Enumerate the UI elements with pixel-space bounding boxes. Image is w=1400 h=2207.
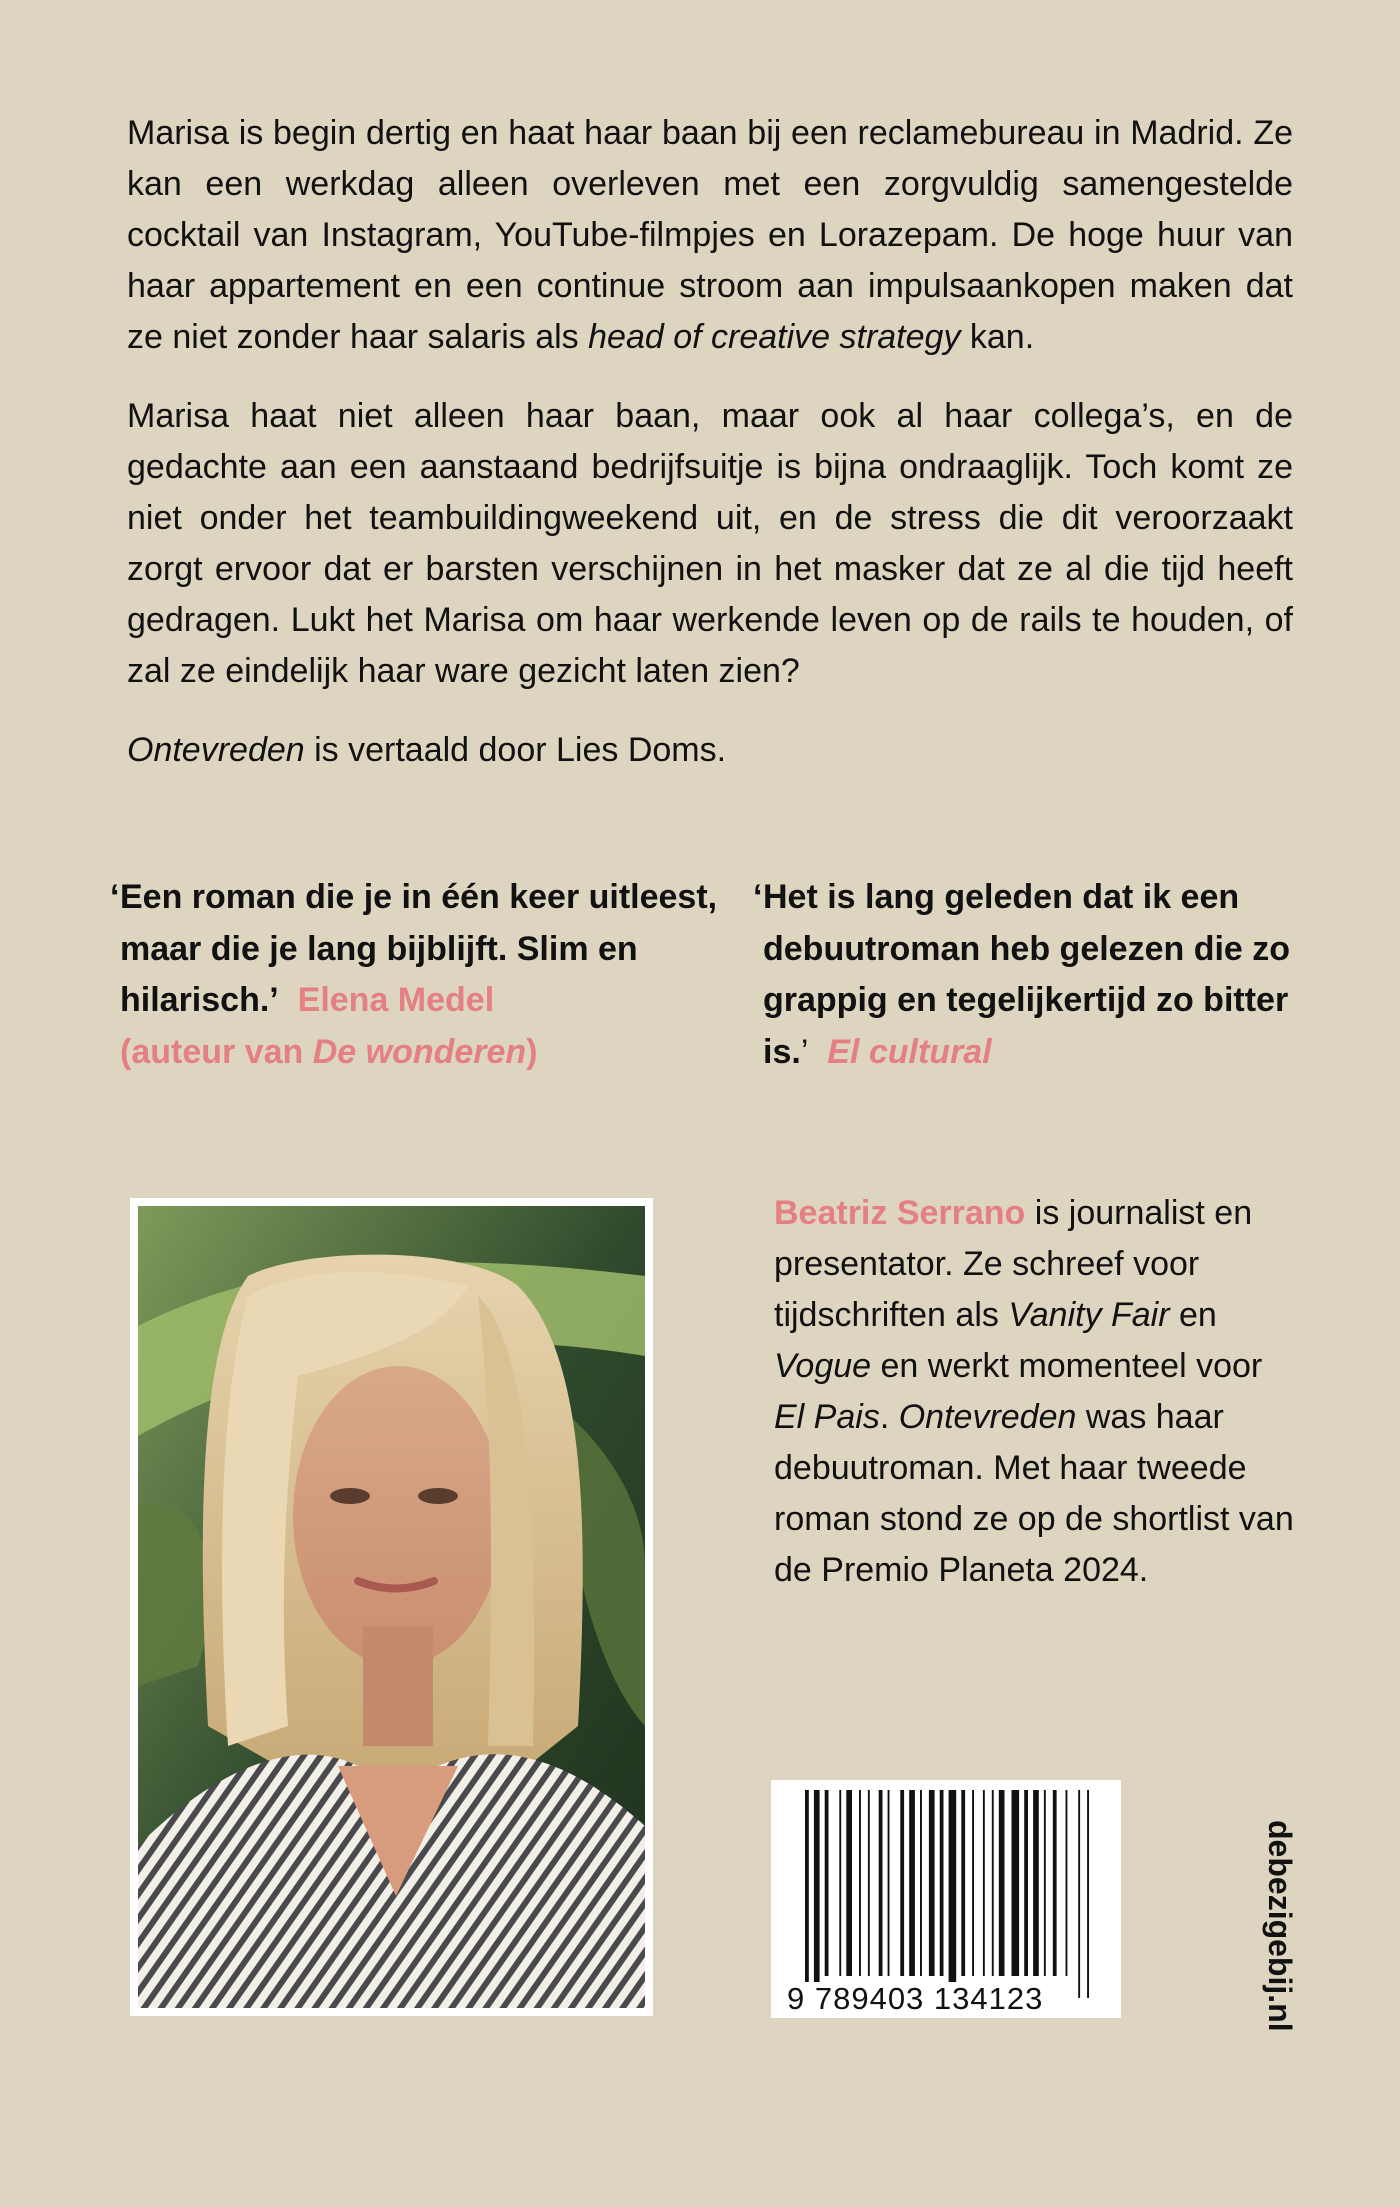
blurb-paragraph-2: Marisa haat niet alleen haar baan, maar ook al haar collega’s, en de gedachte aan een aanstaand bedrijfsuitje is bijna ondraaglijk. Toch komt ze niet onder het teambuildingweekend uit, en de stress die dit veroorzaakt zorgt ervoor dat er barsten verschijnen in het masker dat ze al die tijd heeft gedragen. Lukt het Marisa om haar werkende leven op de rails te houden, of zal ze eindelijk haar ware gezicht laten zien? [127,397,1293,690]
barcode-bar [888,1790,890,1976]
barcode-bar [949,1790,957,1998]
blurb [127,108,1293,804]
book-title-italic: Ontevreden [127,731,305,769]
quote-text: Een roman die je in één keer uitleest, maar die je lang bijblijft. Slim en hilarisch.’ [120,878,718,1019]
review-quote-1 [110,872,720,1078]
barcode-bar [920,1790,922,1976]
quote-close-mark: ’ [800,1032,809,1071]
blurb-paragraph-1: Marisa is begin dertig en haat haar baan bij een reclamebureau in Madrid. Ze kan een werkdag alleen overleven met een zorgvuldig samengestelde cocktail van Instagram, YouTube-filmpjes en Lorazepam. De hoge huur van haar appartement en een continue stroom aan impulsaankopen maken dat ze niet zonder haar salaris als head of creative strategy kan. [127,114,1293,356]
barcode-bar [846,1790,852,1976]
barcode-bar [1024,1790,1028,1976]
barcode-bar [961,1790,965,1976]
author-portrait-image [138,1206,645,2008]
quote-open-mark: ‘ [110,878,120,916]
quote-text: Het is lang geleden dat ik een debuutroman heb gelezen die zo grappig en tegelijkertijd zo bitter is. [763,878,1291,1071]
job-title-italic: head of creative strategy [588,318,961,356]
barcode-bar [805,1790,809,1998]
barcode-bar [983,1790,985,1976]
barcode-bar [1078,1790,1080,1998]
author-name: Beatriz Serrano [774,1194,1026,1232]
barcode-bar [859,1790,861,1976]
barcode-bar [999,1790,1005,1976]
author-photo [130,1198,653,2016]
barcode-bar [1044,1790,1046,1976]
author-bio: Beatriz Serrano is journalist en presentator. Ze schreef voor tijdschriften als Vanity Fair en Vogue en werkt momenteel voor El Pais. Ontevreden was haar debuutroman. Met haar tweede roman stond ze op de shortlist van de Premio Planeta 2024. [774,1194,1294,1589]
barcode-bar [825,1790,829,1976]
isbn-barcode [771,1780,1121,2018]
barcode-bar [1066,1790,1068,1976]
barcode-bar [814,1790,820,1998]
barcode-bar [1012,1790,1020,1976]
translator-credit: Ontevreden is vertaald door Lies Doms. [127,731,727,769]
quote-open-mark: ‘ [753,878,763,916]
barcode-bar [900,1790,904,1976]
barcode-bar [972,1790,974,1976]
barcode-bar [992,1790,994,1976]
isbn-number: 9 789403 134123 [787,1981,1044,2016]
barcode-bar [940,1790,944,1976]
barcode-bar [1033,1790,1039,1976]
barcode-bar [929,1790,935,1976]
barcode-bar [868,1790,870,1976]
barcode-bar [1087,1790,1089,1998]
barcode-bar [909,1790,915,1976]
review-quote-2 [753,872,1303,1078]
quote-source: Elena Medel (auteur van De wonderen) [120,981,538,1071]
barcode-bar [1053,1790,1057,1976]
publisher-imprint [1250,1820,1310,2030]
barcode-bar [839,1790,841,1976]
barcode-bar [879,1790,883,1976]
quote-source: El cultural [827,1032,992,1071]
publisher-url: debezigebij.nl [1262,1820,1298,2032]
